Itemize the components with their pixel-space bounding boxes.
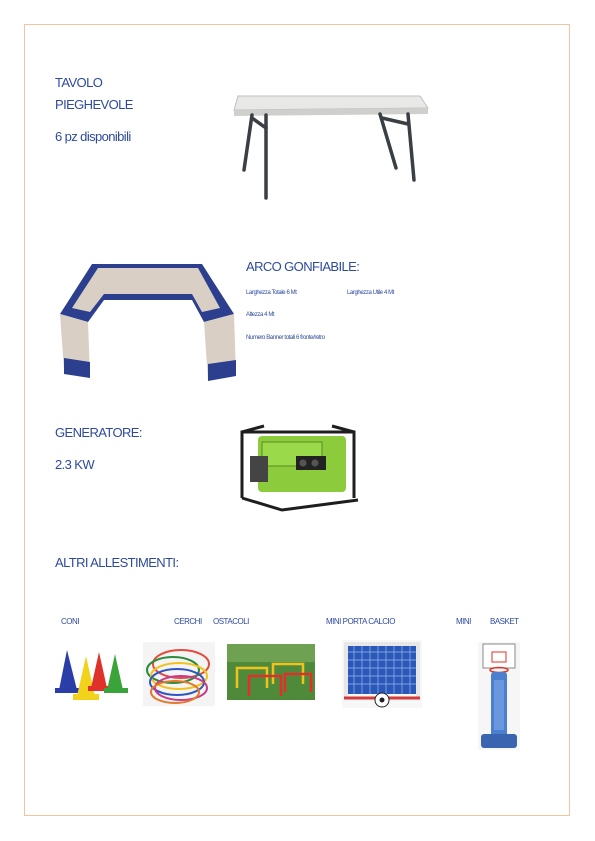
table-title-line2: PIEGHEVOLE [55, 97, 133, 112]
generator-title: GENERATORE: [55, 425, 142, 440]
inflatable-arch-image [52, 262, 244, 384]
table-title-line1: TAVOLO [55, 75, 103, 90]
label-ostacoli: OSTACOLI [213, 617, 249, 626]
arch-total-width: Larghezza Totale 6 Mt [246, 290, 297, 296]
label-coni: CONI [61, 617, 79, 626]
label-cerchi: CERCHI [174, 617, 202, 626]
hoops-image [143, 642, 215, 706]
hurdles-image [227, 644, 315, 700]
cones-image [55, 644, 129, 704]
arch-usable-width: Larghezza Utile 4 Mt [347, 290, 395, 296]
label-mini-porta-calcio: MINI PORTA CALCIO [326, 617, 395, 626]
arch-title: ARCO GONFIABILE: [246, 259, 360, 274]
generator-image [236, 422, 364, 514]
generator-power: 2.3 KW [55, 457, 95, 472]
mini-goal-image [342, 640, 422, 708]
others-title: ALTRI ALLESTIMENTI: [55, 555, 179, 570]
arch-banners: Numero Banner totali 6 fronte/retro [246, 335, 325, 341]
label-mini: MINI [456, 617, 471, 626]
arch-height: Altezza 4 Mt [246, 312, 275, 318]
folding-table-image [230, 88, 430, 203]
table-availability: 6 pz disponibili [55, 129, 131, 144]
label-basket: BASKET [490, 617, 519, 626]
mini-basket-image [478, 642, 520, 750]
